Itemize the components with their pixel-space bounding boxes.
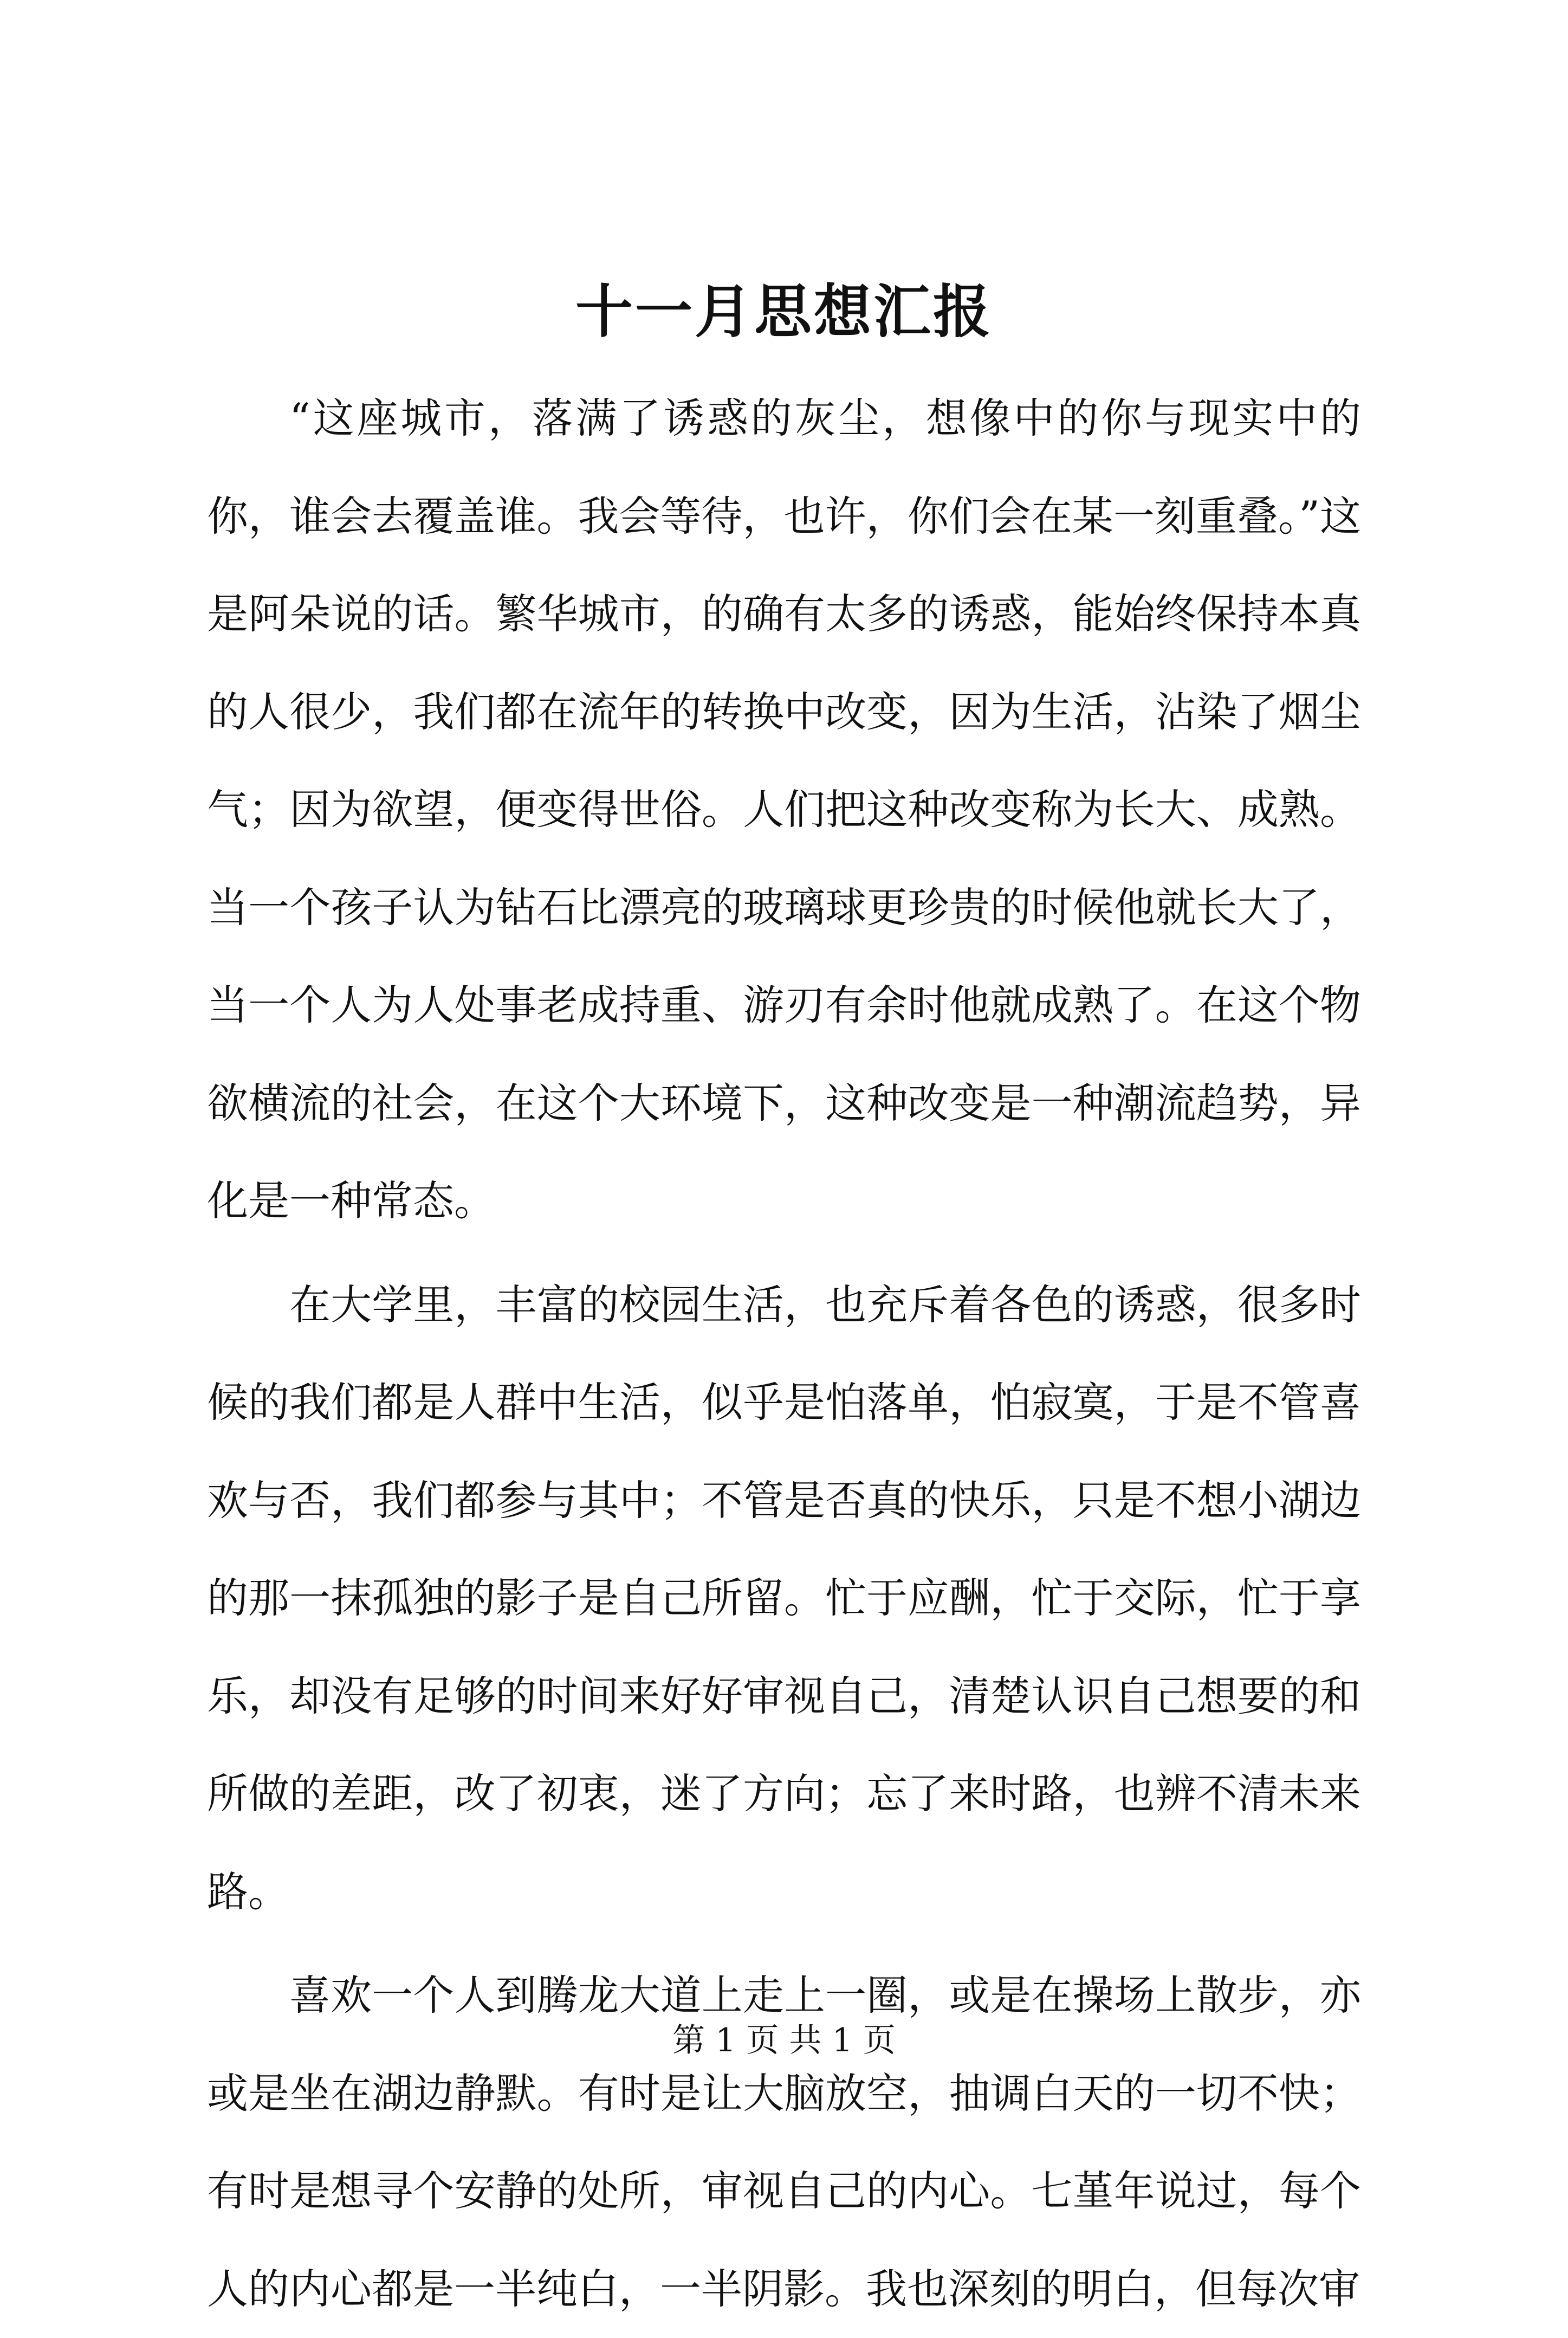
paragraph-1: “这座城市，落满了诱惑的灰尘，想像中的你与现实中的你，谁会去覆盖谁。我会等待，也许，你们会在某一刻重叠。”这是阿朵说的话。繁华城市，的确有太多的诱惑，能始终保持本真的人很少，我们都在流年的转换中改变，因为生活，沾染了烟尘气；因为欲望，便变得世俗。人们把这种改变称为长大、成熟。当一个孩子认为钻石比漂亮的玻璃球更珍贵的时候他就长大了，当一个人为人处事老成持重、游刃有余时他就成熟了。在这个物欲横流的社会，在这个大环境下，这种改变是一种潮流趋势，异化是一种常态。 <box>207 394 1361 1225</box>
paragraph-2: 在大学里，丰富的校园生活，也充斥着各色的诱惑，很多时候的我们都是人群中生活，似乎是怕落单，怕寂寞，于是不管喜欢与否，我们都参与其中；不管是否真的快乐，只是不想小湖边的那一抹孤独的影子是自己所留。忙于应酬，忙于交际，忙于享乐，却没有足够的时间来好好审视自己，清楚认识自己想要的和所做的差距，改了初衷，迷了方向；忘了来时路，也辨不清未来路。 <box>207 1280 1361 1916</box>
document-title: 十一月思想汇报 <box>575 277 993 345</box>
page-footer: 第 1 页 共 1 页 <box>672 2021 896 2059</box>
paragraph-3: 喜欢一个人到腾龙大道上走上一圈，或是在操场上散步，亦或是坐在湖边静默。有时是让大脑放空，抽调白天的一切不快；有时是想寻个安静的处所，审视自己的内心。七堇年说过，每个人的内心都是一半纯白，一半阴影。我也深刻的明白，但每次审 <box>207 1971 1361 2313</box>
